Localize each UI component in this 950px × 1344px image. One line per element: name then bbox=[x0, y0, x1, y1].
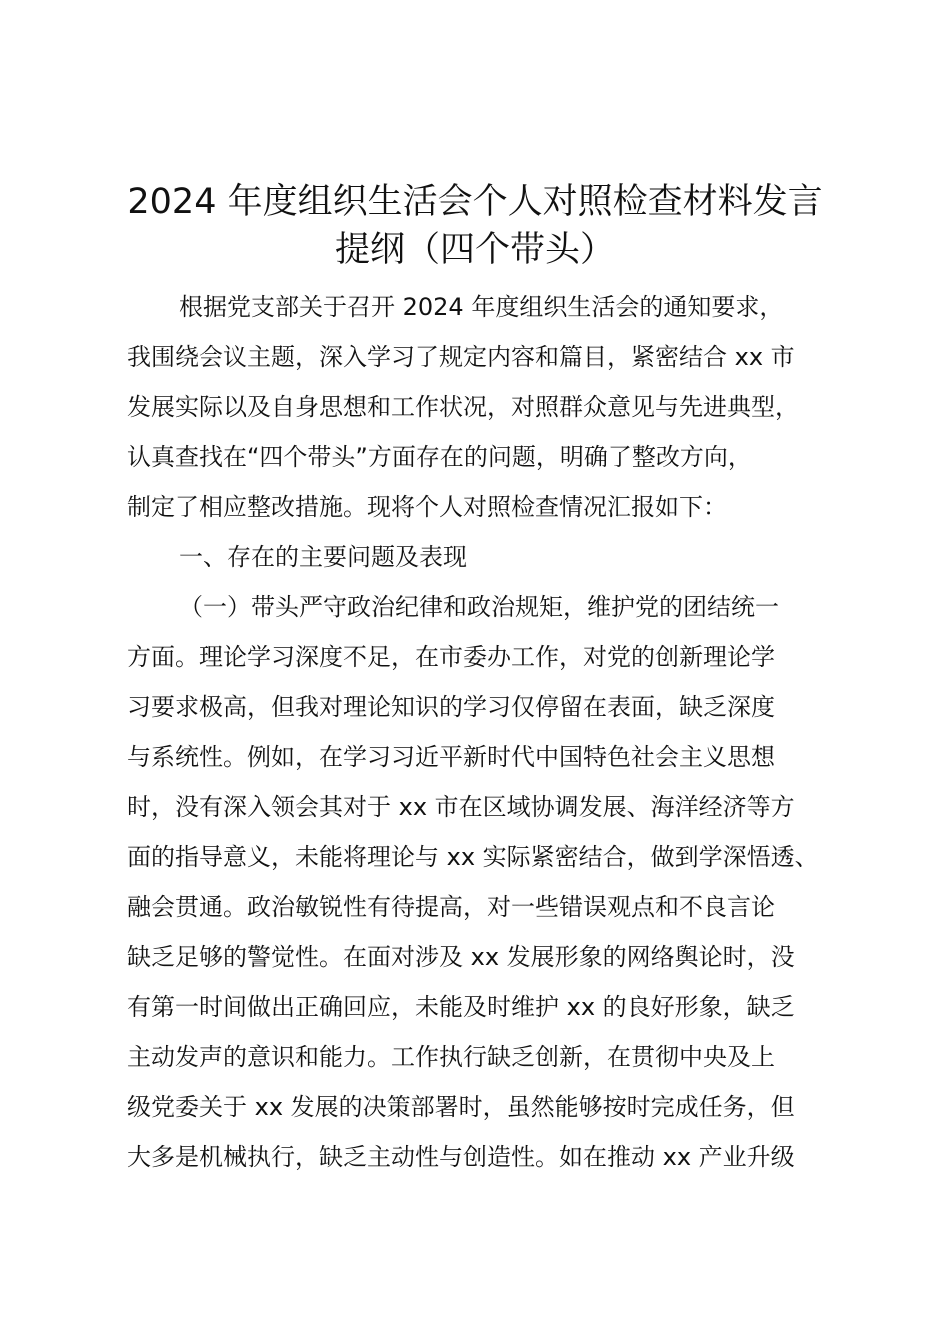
section-heading: 一、存在的主要问题及表现 bbox=[179, 543, 467, 571]
document-title bbox=[110, 178, 840, 274]
subsection-paragraph-line: 习要求极高，但我对理论知识的学习仅停留在表面，缺乏深度 bbox=[127, 693, 775, 721]
paragraph-intro-line: 我围绕会议主题，深入学习了规定内容和篇目，紧密结合 xx 市 bbox=[127, 343, 795, 371]
subsection-paragraph-line: 缺乏足够的警觉性。在面对涉及 xx 发展形象的网络舆论时，没 bbox=[127, 943, 795, 971]
subsection-paragraph-line: 级党委关于 xx 发展的决策部署时，虽然能够按时完成任务，但 bbox=[127, 1093, 795, 1121]
subsection-paragraph-line: 大多是机械执行，缺乏主动性与创造性。如在推动 xx 产业升级 bbox=[127, 1143, 795, 1171]
subsection-paragraph-line: （一）带头严守政治纪律和政治规矩，维护党的团结统一 bbox=[179, 593, 779, 621]
subsection-paragraph-line: 面的指导意义，未能将理论与 xx 实际紧密结合，做到学深悟透、 bbox=[127, 843, 819, 871]
subsection-paragraph-line: 时，没有深入领会其对于 xx 市在区域协调发展、海洋经济等方 bbox=[127, 793, 795, 821]
subsection-paragraph-line: 主动发声的意识和能力。工作执行缺乏创新，在贯彻中央及上 bbox=[127, 1043, 775, 1071]
paragraph-intro-line: 制定了相应整改措施。现将个人对照检查情况汇报如下： bbox=[127, 493, 727, 521]
subsection-paragraph-line: 与系统性。例如，在学习习近平新时代中国特色社会主义思想 bbox=[127, 743, 775, 771]
paragraph-intro-line: 根据党支部关于召开 2024 年度组织生活会的通知要求， bbox=[179, 293, 784, 321]
paragraph-intro-line: 认真查找在“四个带头”方面存在的问题，明确了整改方向， bbox=[127, 443, 752, 471]
title-line-2: 提纲（四个带头） bbox=[334, 230, 615, 270]
title-line-1: 2024 年度组织生活会个人对照检查材料发言 bbox=[127, 182, 823, 222]
subsection-paragraph-line: 方面。理论学习深度不足，在市委办工作，对党的创新理论学 bbox=[127, 643, 775, 671]
document-body bbox=[127, 282, 847, 1182]
subsection-paragraph-line: 有第一时间做出正确回应，未能及时维护 xx 的良好形象，缺乏 bbox=[127, 993, 795, 1021]
subsection-paragraph-line: 融会贯通。政治敏锐性有待提高，对一些错误观点和不良言论 bbox=[127, 893, 775, 921]
paragraph-intro-line: 发展实际以及自身思想和工作状况，对照群众意见与先进典型， bbox=[127, 393, 799, 421]
